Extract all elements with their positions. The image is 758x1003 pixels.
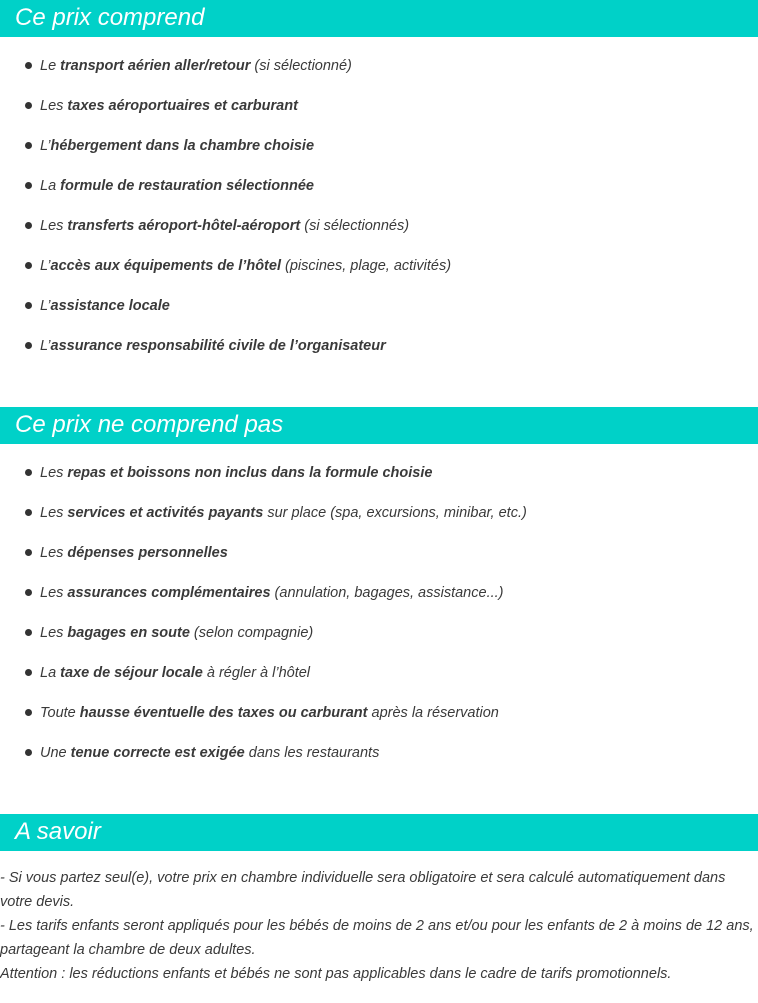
bullet-icon	[25, 549, 32, 556]
list-item: Les services et activités payants sur place (spa, excursions, minibar, etc.)	[0, 503, 527, 543]
bullet-icon	[25, 589, 32, 596]
list-item: Les bagages en soute (selon compagnie)	[0, 623, 527, 663]
excluded-list	[0, 463, 527, 783]
bullet-icon	[25, 302, 32, 309]
info-line: - Les tarifs enfants seront appliqués pour les bébés de moins de 2 ans et/ou pour les enfants de 2 à moins de 12 ans, partageant la chambre de deux adultes.	[0, 918, 754, 958]
list-item: L’hébergement dans la chambre choisie	[0, 136, 451, 176]
bullet-icon	[25, 142, 32, 149]
bullet-icon	[25, 222, 32, 229]
list-item: La formule de restauration sélectionnée	[0, 176, 451, 216]
bullet-icon	[25, 182, 32, 189]
list-item: L’accès aux équipements de l’hôtel (piscines, plage, activités)	[0, 256, 451, 296]
included-title: Ce prix comprend	[15, 4, 205, 31]
info-header-bar	[0, 814, 758, 851]
bullet-icon	[25, 102, 32, 109]
list-item: Une tenue correcte est exigée dans les restaurants	[0, 743, 527, 783]
bullet-icon	[25, 669, 32, 676]
bullet-icon	[25, 262, 32, 269]
bullet-icon	[25, 469, 32, 476]
bullet-icon	[25, 342, 32, 349]
included-header-bar	[0, 0, 758, 37]
excluded-title: Ce prix ne comprend pas	[15, 411, 284, 438]
bullet-icon	[25, 709, 32, 716]
list-item: La taxe de séjour locale à régler à l’hôtel	[0, 663, 527, 703]
list-item: Les transferts aéroport-hôtel-aéroport (si sélectionnés)	[0, 216, 451, 256]
bullet-icon	[25, 509, 32, 516]
list-item: Les taxes aéroportuaires et carburant	[0, 96, 451, 136]
list-item: Toute hausse éventuelle des taxes ou carburant après la réservation	[0, 703, 527, 743]
bullet-icon	[25, 749, 32, 756]
bullet-icon	[25, 62, 32, 69]
excluded-header-bar	[0, 407, 758, 444]
list-item: Les repas et boissons non inclus dans la formule choisie	[0, 463, 527, 503]
list-item: L’assurance responsabilité civile de l’organisateur	[0, 336, 451, 376]
info-line: - Si vous partez seul(e), votre prix en chambre individuelle sera obligatoire et sera calculé automatiquement dans votre devis.	[0, 870, 726, 910]
info-text	[0, 866, 758, 986]
list-item: L’assistance locale	[0, 296, 451, 336]
list-item: Les assurances complémentaires (annulation, bagages, assistance...)	[0, 583, 527, 623]
list-item: Les dépenses personnelles	[0, 543, 527, 583]
included-list	[0, 56, 451, 376]
info-line: Attention : les réductions enfants et bébés ne sont pas applicables dans le cadre de tarifs promotionnels.	[0, 966, 672, 982]
bullet-icon	[25, 629, 32, 636]
list-item: Le transport aérien aller/retour (si sélectionné)	[0, 56, 451, 96]
info-title: A savoir	[15, 818, 101, 845]
